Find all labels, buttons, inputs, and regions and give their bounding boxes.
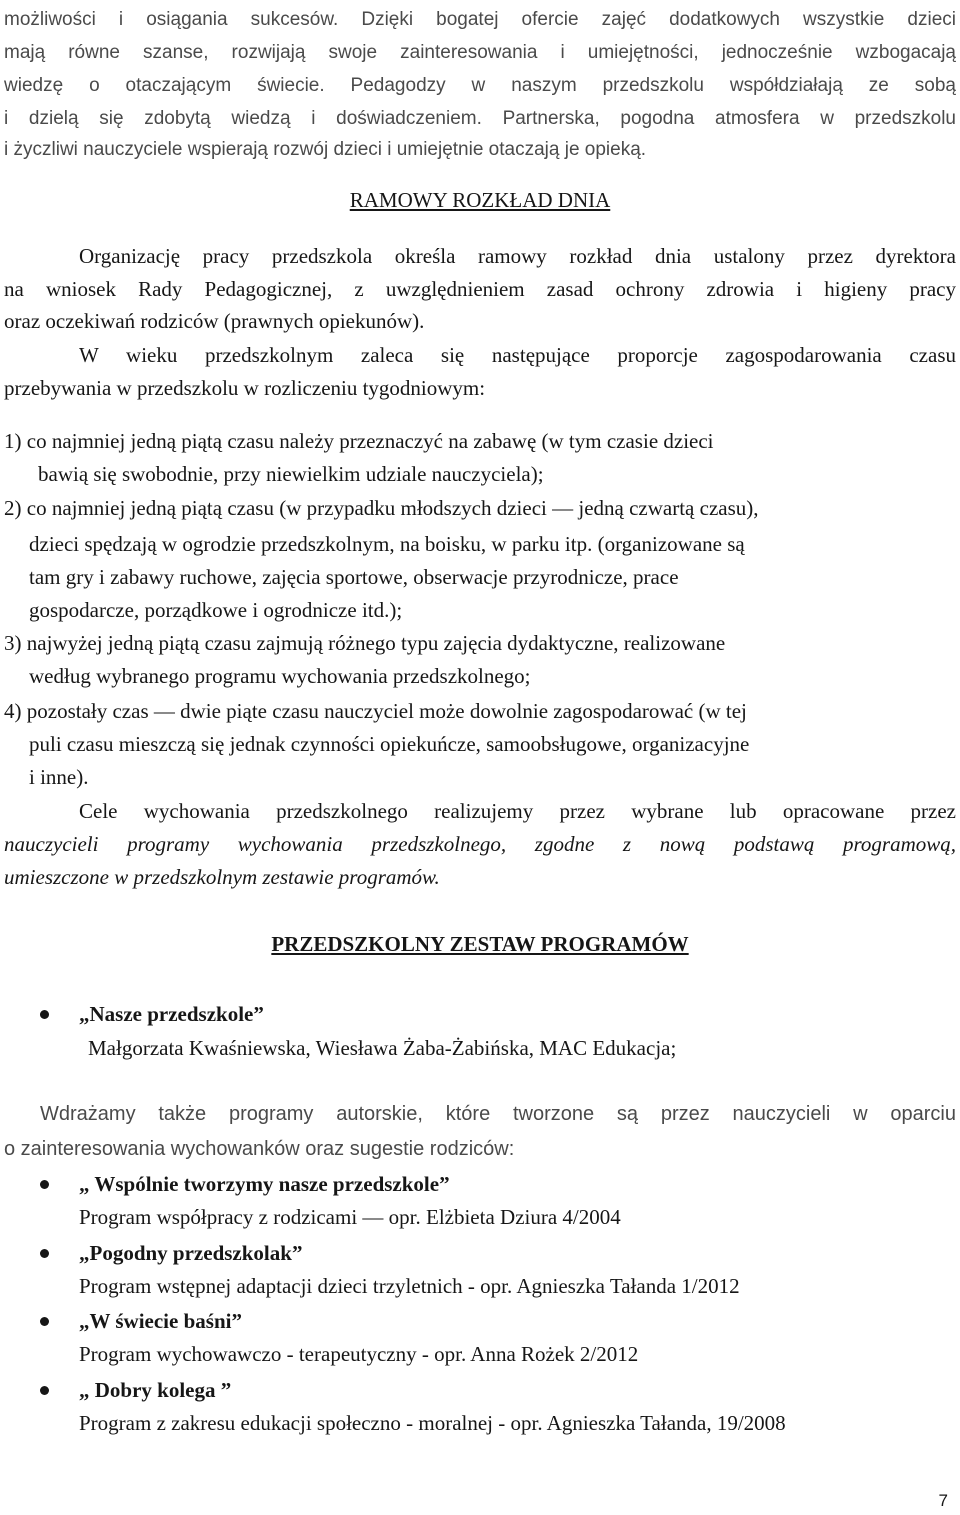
schedule-paragraph-line: umieszczone w przedszkolnym zestawie programów. bbox=[4, 865, 440, 889]
schedule-paragraph-line: nauczycieli programy wychowania przedszkolnego, zgodne z nową podstawą programową, bbox=[4, 832, 956, 856]
program-title: „ Wspólnie tworzymy nasze przedszkole” bbox=[79, 1172, 450, 1196]
authorial-intro-line: Wdrażamy także programy autorskie, które tworzone są przez nauczycieli w oparciu bbox=[40, 1103, 956, 1125]
schedule-item-line: bawią się swobodnie, przy niewielkim udziale nauczyciela); bbox=[38, 462, 544, 486]
schedule-item-line: i inne). bbox=[29, 765, 89, 789]
bullet-icon bbox=[40, 1180, 49, 1189]
intro-line: możliwości i osiągania sukcesów. Dzięki bogatej ofercie zajęć dodatkowych wszystkie dzieci bbox=[4, 9, 956, 30]
schedule-item-line: 4) pozostały czas — dwie piąte czasu nauczyciel może dowolnie zagospodarować (w tej bbox=[4, 699, 747, 723]
schedule-item-line: puli czasu mieszczą się jednak czynności opiekuńcze, samoobsługowe, organizacyjne bbox=[29, 732, 750, 756]
program-detail: Małgorzata Kwaśniewska, Wiesława Żaba-Żabińska, MAC Edukacja; bbox=[88, 1036, 677, 1060]
bullet-icon bbox=[40, 1386, 49, 1395]
program-title: „W świecie baśni” bbox=[79, 1309, 242, 1333]
bullet-icon bbox=[40, 1249, 49, 1258]
schedule-paragraph-line: przebywania w przedszkolu w rozliczeniu tygodniowym: bbox=[4, 376, 486, 400]
program-detail: Program wstępnej adaptacji dzieci trzyletnich - opr. Agnieszka Tałanda 1/2012 bbox=[79, 1274, 740, 1298]
bullet-icon bbox=[40, 1010, 49, 1019]
program-detail: Program z zakresu edukacji społeczno - moralnej - opr. Agnieszka Tałanda, 19/2008 bbox=[79, 1411, 786, 1435]
intro-line: wiedzę o otaczającym świecie. Pedagodzy w naszym przedszkolu współdziałają ze sobą bbox=[4, 75, 956, 96]
schedule-item-line: 2) co najmniej jedną piątą czasu (w przypadku młodszych dzieci — jedną czwartą czasu), bbox=[4, 496, 759, 520]
bullet-icon bbox=[40, 1317, 49, 1326]
schedule-paragraph-line: Cele wychowania przedszkolnego realizujemy przez wybrane lub opracowane przez bbox=[79, 799, 956, 823]
program-detail: Program współpracy z rodzicami — opr. Elżbieta Dziura 4/2004 bbox=[79, 1205, 621, 1229]
schedule-paragraph-line: na wniosek Rady Pedagogicznej, z uwzględnieniem zasad ochrony zdrowia i higieny pracy bbox=[4, 277, 956, 301]
authorial-intro-line: o zainteresowania wychowanków oraz sugestie rodziców: bbox=[4, 1138, 515, 1160]
section-heading-schedule: RAMOWY ROZKŁAD DNIA bbox=[349, 188, 611, 212]
schedule-item-line: dzieci spędzają w ogrodzie przedszkolnym, na boisku, w parku itp. (organizowane są bbox=[29, 532, 745, 556]
program-title: „Pogodny przedszkolak” bbox=[79, 1241, 303, 1265]
section-heading-programs: PRZEDSZKOLNY ZESTAW PROGRAMÓW bbox=[271, 932, 689, 956]
schedule-item-line: 1) co najmniej jedną piątą czasu należy przeznaczyć na zabawę (w tym czasie dzieci bbox=[4, 429, 714, 453]
schedule-paragraph-line: W wieku przedszkolnym zaleca się następujące proporcje zagospodarowania czasu bbox=[79, 343, 956, 367]
program-detail: Program wychowawczo - terapeutyczny - opr. Anna Rożek 2/2012 bbox=[79, 1342, 639, 1366]
page-number: 7 bbox=[938, 1491, 948, 1510]
schedule-paragraph-line: Organizację pracy przedszkola określa ramowy rozkład dnia ustalony przez dyrektora bbox=[79, 244, 956, 268]
schedule-item-line: gospodarcze, porządkowe i ogrodnicze itd.); bbox=[29, 598, 403, 622]
program-title: „ Dobry kolega ” bbox=[79, 1378, 232, 1402]
schedule-item-line: według wybranego programu wychowania przedszkolnego; bbox=[29, 664, 531, 688]
program-title: „Nasze przedszkole” bbox=[79, 1002, 264, 1026]
intro-line: i dzielą się zdobytą wiedzą i doświadczeniem. Partnerska, pogodna atmosfera w przedszkolu bbox=[4, 108, 956, 129]
schedule-item-line: tam gry i zabawy ruchowe, zajęcia sportowe, obserwacje przyrodnicze, prace bbox=[29, 565, 679, 589]
schedule-paragraph-line: oraz oczekiwań rodziców (prawnych opiekunów). bbox=[4, 309, 425, 333]
intro-line: i życzliwi nauczyciele wspierają rozwój dzieci i umiejętnie otaczają je opieką. bbox=[4, 139, 647, 160]
schedule-item-line: 3) najwyżej jedną piątą czasu zajmują różnego typu zajęcia dydaktyczne, realizowane bbox=[4, 631, 726, 655]
intro-line: mają równe szanse, rozwijają swoje zainteresowania i umiejętności, jednocześnie wzbogacają bbox=[4, 42, 956, 63]
